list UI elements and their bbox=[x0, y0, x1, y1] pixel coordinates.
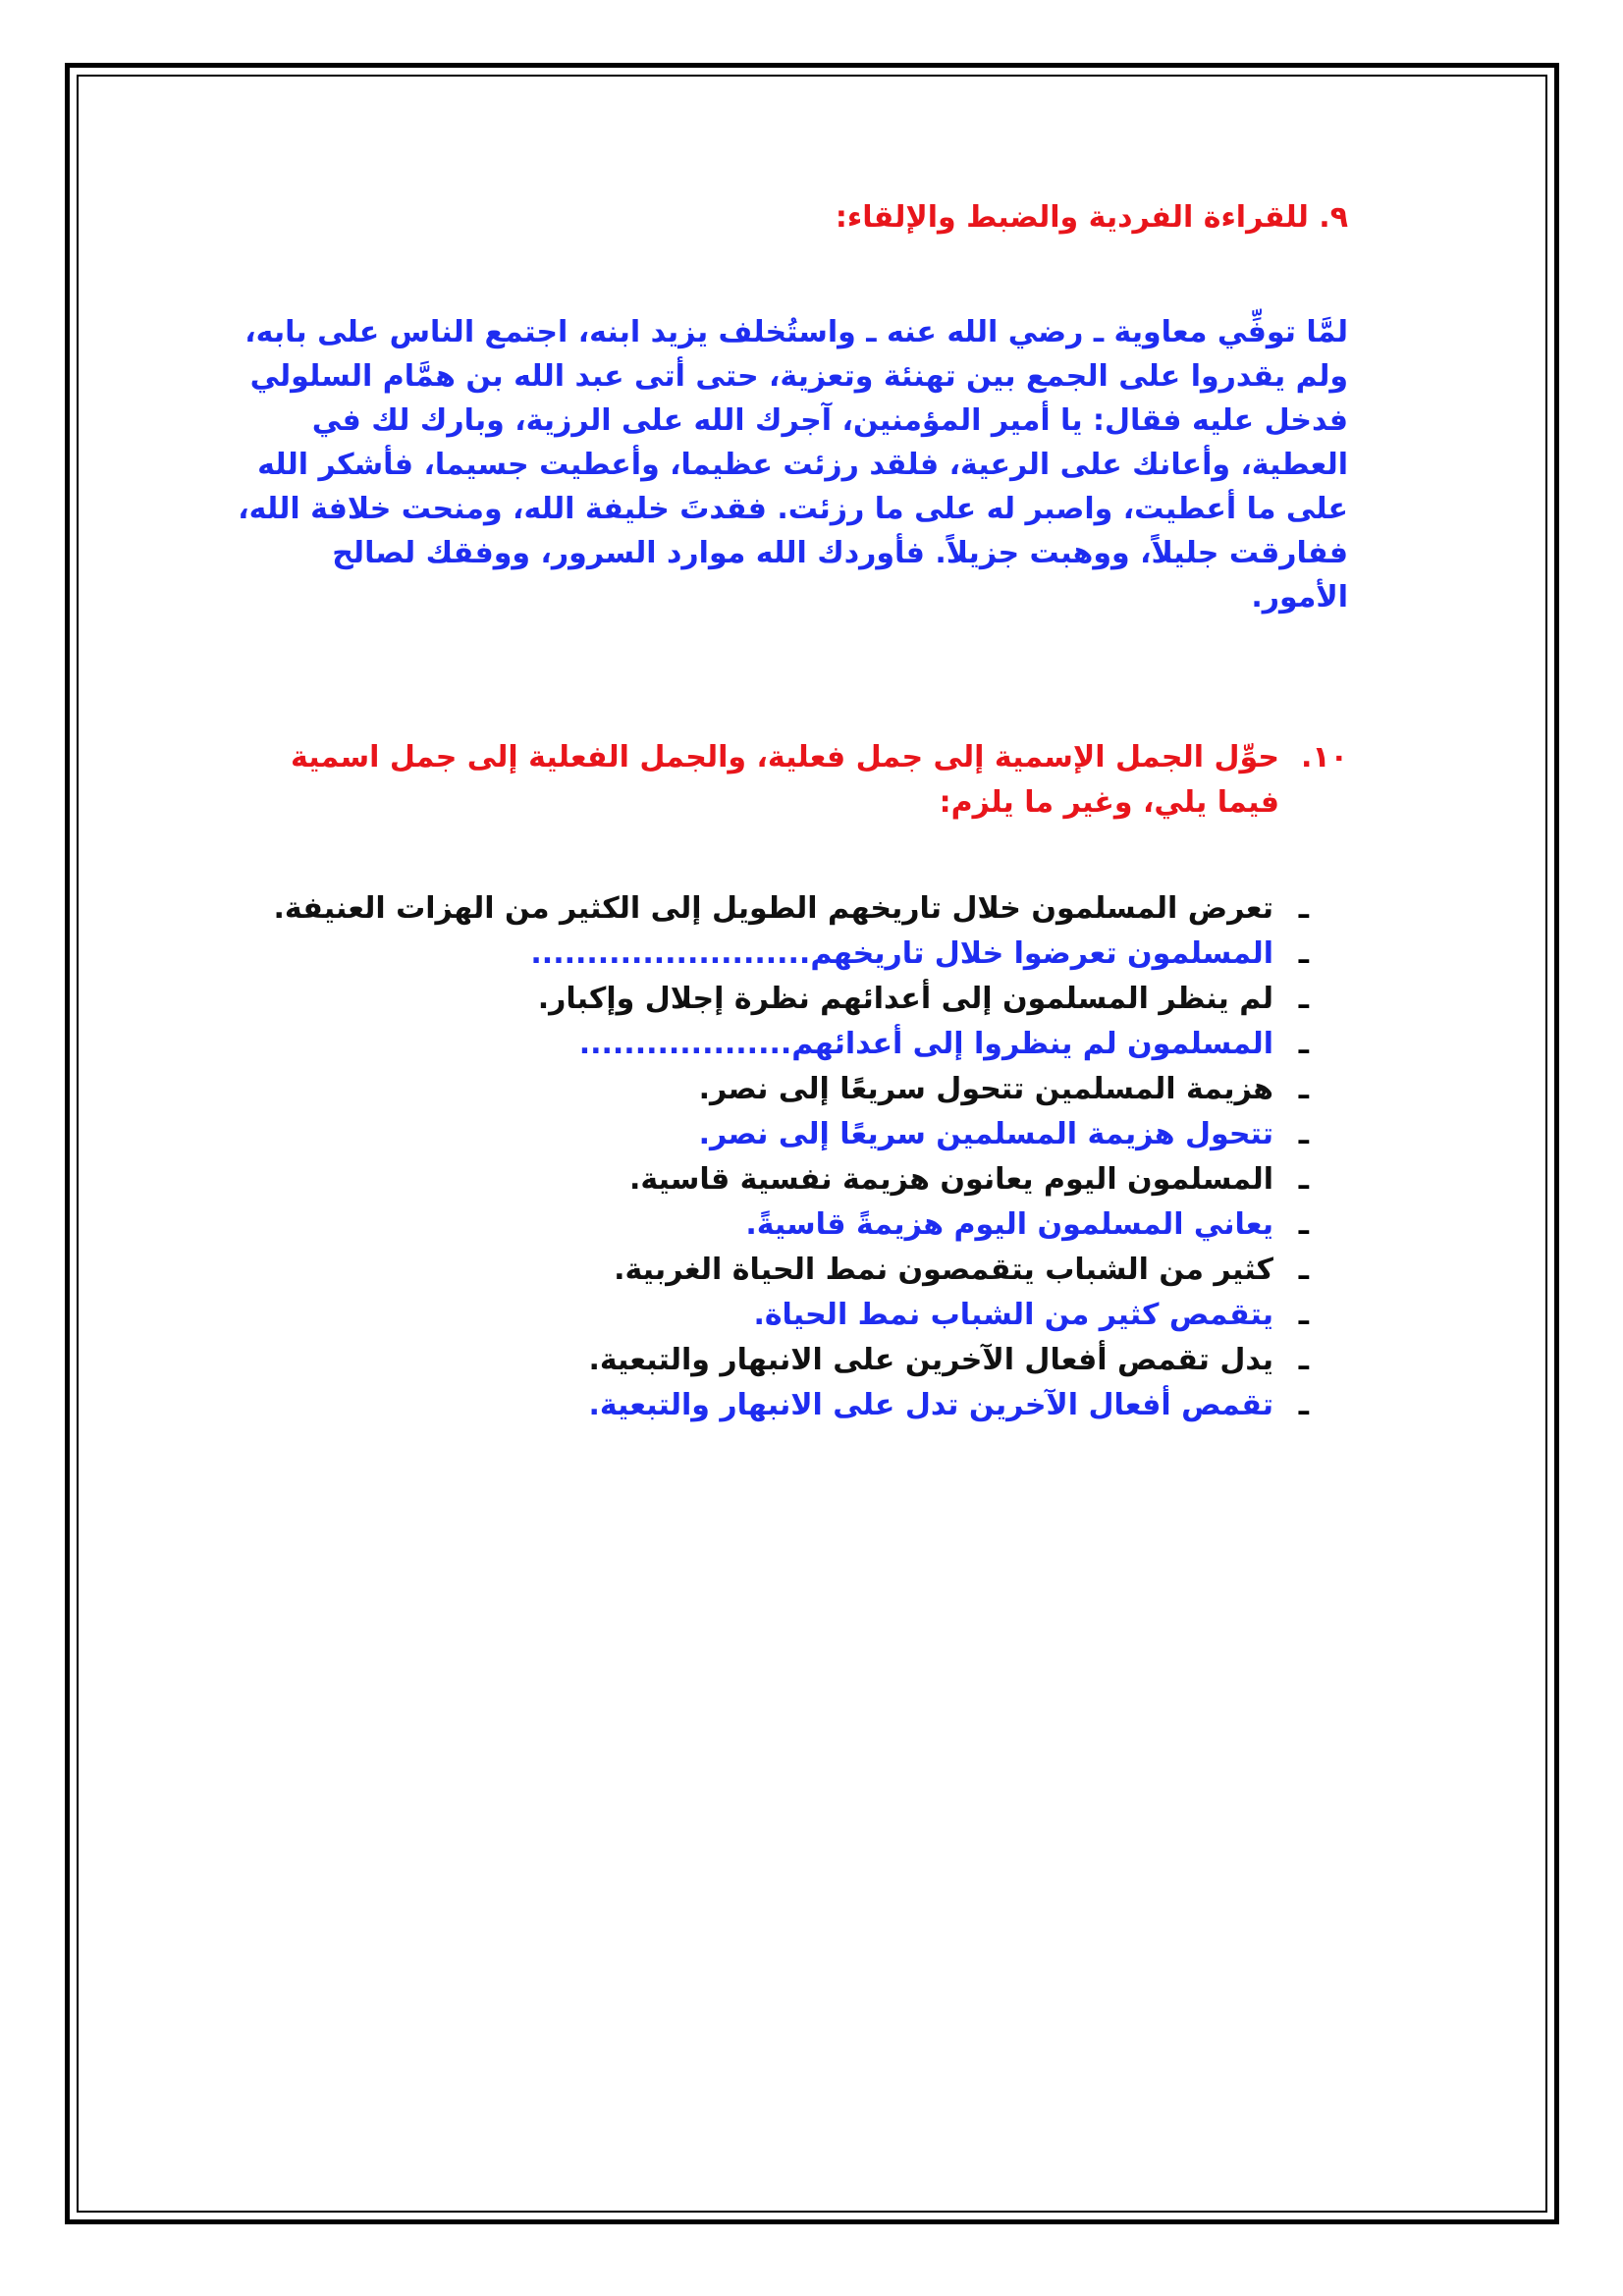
list-dash: ـ bbox=[1298, 936, 1309, 971]
list-dash: ـ bbox=[1298, 1298, 1309, 1332]
sentence-text: تعرض المسلمون خلال تاريخهم الطويل إلى الكثير من الهزات العنيفة. bbox=[273, 891, 1273, 926]
sentence-answer-2 bbox=[226, 1022, 1309, 1067]
sentence-question-6 bbox=[226, 1338, 1309, 1383]
section9-heading: ٩. للقراءة الفردية والضبط والإلقاء: bbox=[835, 200, 1348, 235]
list-dash: ـ bbox=[1298, 1253, 1309, 1287]
sentence-text: يتقمص كثير من الشباب نمط الحياة. bbox=[753, 1298, 1273, 1332]
sentence-text: يدل تقمص أفعال الآخرين على الانبهار والتبعية. bbox=[588, 1343, 1273, 1377]
list-dash: ـ bbox=[1298, 1072, 1309, 1106]
sentence-text: يعاني المسلمون اليوم هزيمةً قاسيةً. bbox=[745, 1207, 1273, 1242]
list-dash: ـ bbox=[1298, 1343, 1309, 1377]
sentence-text: المسلمون اليوم يعانون هزيمة نفسية قاسية. bbox=[628, 1162, 1273, 1197]
sentence-text: تتحول هزيمة المسلمين سريعًا إلى نصر. bbox=[698, 1117, 1273, 1151]
section10-question bbox=[226, 735, 1348, 826]
sentence-answer-4 bbox=[226, 1202, 1309, 1248]
sentence-list bbox=[226, 886, 1348, 1428]
list-dash: ـ bbox=[1298, 1117, 1309, 1151]
list-dash: ـ bbox=[1298, 982, 1309, 1016]
sentence-text: لم ينظر المسلمون إلى أعدائهم نظرة إجلال وإكبار. bbox=[537, 982, 1273, 1016]
sentence-question-4 bbox=[226, 1157, 1309, 1202]
sentence-text: كثير من الشباب يتقمصون نمط الحياة الغربية. bbox=[614, 1253, 1273, 1287]
list-dash: ـ bbox=[1298, 1207, 1309, 1242]
list-dash: ـ bbox=[1298, 1388, 1309, 1422]
sentence-answer-5 bbox=[226, 1293, 1309, 1338]
sentence-answer-3 bbox=[226, 1112, 1309, 1157]
sentence-question-5 bbox=[226, 1248, 1309, 1293]
reading-passage: لمَّا توفِّي معاوية ـ رضي الله عنه ـ واستُخلف يزيد ابنه، اجتمع الناس على بابه، ولم يقدروا على الجمع بين تهنئة وتعزية، حتى أتى عبد الله بن همَّام السلولي فدخل عليه فقال: يا أمير المؤمنين، آجرك الله على الرزية، وبارك لك في العطية، وأعانك على الرعية، فلقد رزئت عظيما، وأعطيت جسيما، فأشكر الله على ما أعطيت، واصبر له على ما رزئت. فقدتَ خليفة الله، ومنحت خلافة الله، ففارقت جليلاً، ووهبت جزيلاً. فأوردك الله موارد السرور، ووفقك لصالح الأمور. bbox=[238, 315, 1348, 614]
sentence-answer-6 bbox=[226, 1383, 1309, 1428]
sentence-text: هزيمة المسلمين تتحول سريعًا إلى نصر. bbox=[698, 1072, 1273, 1106]
sentence-text: تقمص أفعال الآخرين تدل على الانبهار والتبعية. bbox=[588, 1388, 1273, 1422]
section10-instruction: حوِّل الجمل الإسمية إلى جمل فعلية، والجمل الفعلية إلى جمل اسمية فيما يلي، وغير ما يلزم: bbox=[291, 740, 1279, 820]
list-dash: ـ bbox=[1298, 1027, 1309, 1061]
list-dash: ـ bbox=[1298, 1162, 1309, 1197]
list-dash: ـ bbox=[1298, 891, 1309, 926]
worksheet-content bbox=[226, 196, 1348, 1428]
sentence-question-1 bbox=[226, 886, 1309, 932]
sentence-question-2 bbox=[226, 977, 1309, 1022]
sentence-text: المسلمون لم ينظروا إلى أعدائهم................... bbox=[578, 1027, 1273, 1061]
sentence-question-3 bbox=[226, 1067, 1309, 1112]
sentence-text: المسلمون تعرضوا خلال تاريخهم......................... bbox=[530, 936, 1273, 971]
sentence-answer-1 bbox=[226, 932, 1309, 977]
section10-number: ١٠. bbox=[1300, 740, 1348, 774]
